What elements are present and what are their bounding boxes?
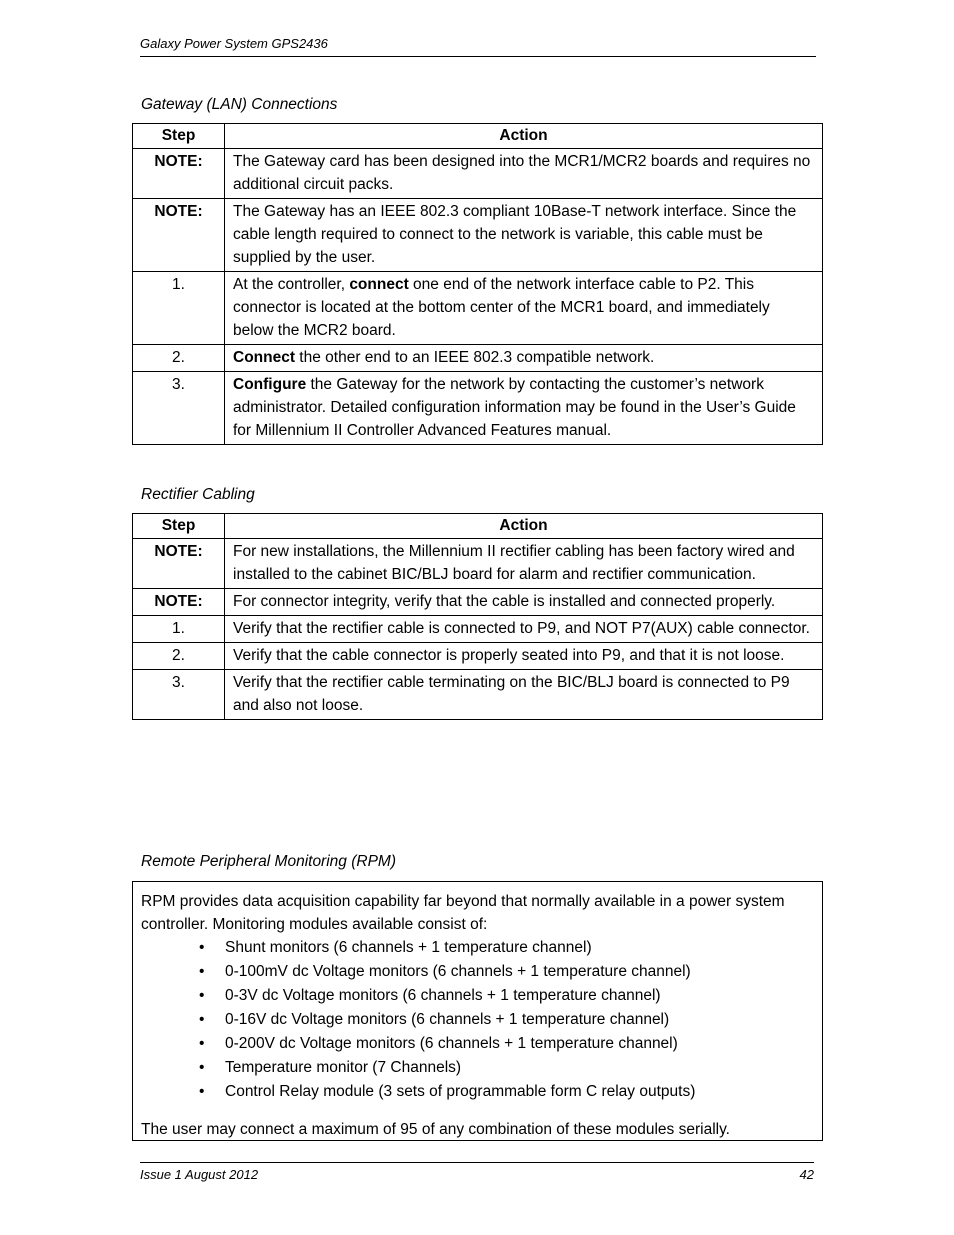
table-row	[133, 643, 823, 670]
list-item	[141, 984, 814, 1008]
bullet-icon: •	[199, 1035, 205, 1052]
action-cell: Verify that the rectifier cable is connected to P9, and NOT P7(AUX) cable connector.	[225, 616, 823, 643]
list-item-text: Control Relay module (3 sets of programmable form C relay outputs)	[225, 1083, 696, 1100]
action-keyword: Configure	[233, 376, 307, 393]
list-item	[141, 1080, 814, 1104]
table-header-row	[133, 514, 823, 539]
action-column-header: Action	[225, 514, 823, 539]
table-row	[133, 149, 823, 199]
rpm-section-title: Remote Peripheral Monitoring (RPM)	[141, 853, 396, 870]
list-item	[141, 1008, 814, 1032]
table-header-row	[133, 124, 823, 149]
action-cell	[225, 345, 823, 372]
list-item-text: 0-200V dc Voltage monitors (6 channels + 1 temperature channel)	[225, 1035, 678, 1052]
rpm-box	[132, 881, 823, 1141]
table-row	[133, 539, 823, 589]
step-cell: NOTE:	[133, 199, 225, 272]
table-row	[133, 345, 823, 372]
step-cell: 2.	[133, 643, 225, 670]
action-cell	[225, 199, 823, 272]
action-cell: For new installations, the Millennium II rectifier cabling has been factory wired and installed to the cabinet BIC/BLJ board for alarm and rectifier communication.	[225, 539, 823, 589]
action-text: the other end to an IEEE 802.3 compatible network.	[295, 349, 655, 366]
list-item-text: Shunt monitors (6 channels + 1 temperature channel)	[225, 939, 592, 956]
bullet-icon: •	[199, 987, 205, 1004]
bullet-icon: •	[199, 963, 205, 980]
table-row	[133, 670, 823, 720]
footer-page-number: 42	[799, 1167, 814, 1182]
page-header	[140, 36, 816, 57]
step-cell: NOTE:	[133, 149, 225, 199]
action-cell	[225, 372, 823, 445]
list-item-text: 0-16V dc Voltage monitors (6 channels + 1 temperature channel)	[225, 1011, 670, 1028]
action-cell: For connector integrity, verify that the cable is installed and connected properly.	[225, 589, 823, 616]
table-row	[133, 372, 823, 445]
step-cell: 1.	[133, 272, 225, 345]
action-keyword: Connect	[233, 349, 295, 366]
step-cell: NOTE:	[133, 539, 225, 589]
step-column-header: Step	[133, 124, 225, 149]
list-item	[141, 1032, 814, 1056]
bullet-icon: •	[199, 1083, 205, 1100]
step-column-header: Step	[133, 514, 225, 539]
action-cell	[225, 272, 823, 345]
table-row	[133, 272, 823, 345]
action-cell: Verify that the cable connector is properly seated into P9, and that it is not loose.	[225, 643, 823, 670]
rpm-intro: RPM provides data acquisition capability far beyond that normally available in a power system controller. Monitoring modules available consist of:	[141, 893, 785, 933]
gateway-steps-table	[132, 123, 823, 445]
table-row	[133, 199, 823, 272]
action-text: At the controller,	[233, 276, 350, 293]
table-row	[133, 616, 823, 643]
action-text: The Gateway card has been designed into the MCR1/MCR2 boards and requires no additional circuit packs.	[233, 153, 811, 193]
list-item-text: 0-100mV dc Voltage monitors (6 channels + 1 temperature channel)	[225, 963, 691, 980]
footer-issue: Issue 1 August 2012	[140, 1167, 259, 1182]
action-keyword: connect	[349, 276, 409, 293]
action-text: one end of the network interface cable to P2. This connector is located at the bottom center of the MCR1 board, and immediately below the MCR2 board.	[233, 276, 770, 339]
step-cell: 3.	[133, 670, 225, 720]
step-cell: 2.	[133, 345, 225, 372]
action-cell	[225, 149, 823, 199]
page-footer	[140, 1162, 814, 1182]
action-text: The Gateway has an IEEE 802.3 compliant 10Base-T network interface. Since the cable length required to connect to the network is variable, this cable must be supplied by the user.	[233, 203, 797, 266]
bullet-icon: •	[199, 1059, 205, 1076]
bullet-icon: •	[199, 1011, 205, 1028]
step-cell: 1.	[133, 616, 225, 643]
list-item-text: Temperature monitor (7 Channels)	[225, 1059, 462, 1076]
list-item	[141, 936, 814, 960]
rectifier-steps-table	[132, 513, 823, 720]
bullet-icon: •	[199, 939, 205, 956]
rpm-closing-text: The user may connect a maximum of 95 of any combination of these modules serially.	[141, 1121, 730, 1138]
action-text: the Gateway for the network by contacting the customer’s network administrator. Detailed configuration information may be found in the User’s Guide for Millennium II Controller Advanced Features manual.	[233, 376, 796, 439]
list-item	[141, 1056, 814, 1080]
rpm-module-list	[141, 936, 814, 1104]
step-cell: NOTE:	[133, 589, 225, 616]
table-row	[133, 589, 823, 616]
step-cell: 3.	[133, 372, 225, 445]
header-title: Galaxy Power System GPS2436	[140, 36, 328, 51]
gateway-section-title: Gateway (LAN) Connections	[141, 96, 338, 113]
list-item-text: 0-3V dc Voltage monitors (6 channels + 1 temperature channel)	[225, 987, 661, 1004]
action-cell: Verify that the rectifier cable terminating on the BIC/BLJ board is connected to P9 and also not loose.	[225, 670, 823, 720]
action-column-header: Action	[225, 124, 823, 149]
list-item	[141, 960, 814, 984]
rectifier-section-title: Rectifier Cabling	[141, 486, 255, 503]
